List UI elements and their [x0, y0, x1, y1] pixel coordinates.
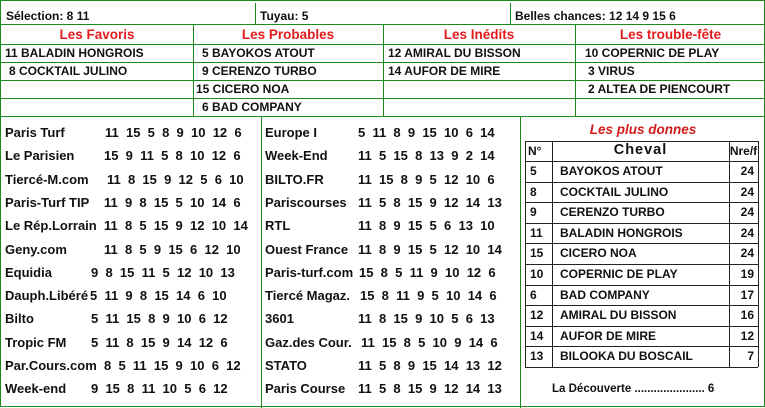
row-cheval: BAD COMPANY	[560, 288, 650, 302]
row-no: 13	[530, 349, 544, 363]
favori-item: 11 BALADIN HONGROIS	[5, 46, 144, 60]
table-gridline	[525, 285, 758, 286]
press-source-name: Paris-turf.com	[265, 265, 354, 280]
press-source-name: Week-End	[265, 148, 328, 163]
row-nre: 24	[740, 185, 754, 199]
table-gridline	[525, 223, 758, 224]
table-gridline	[525, 326, 758, 327]
table-gridline	[525, 367, 758, 368]
press-source-name: Pariscourses	[265, 195, 347, 210]
press-source-name: RTL	[265, 218, 291, 233]
press-source-name: Tiercé Magaz.	[265, 288, 351, 303]
press-source-picks: 11 8 9 15 5 12 10 14	[358, 242, 502, 257]
press-source-picks: 5 11 8 15 9 14 12 6	[91, 335, 228, 350]
row-cheval: COCKTAIL JULINO	[560, 185, 669, 199]
press-source-name: Paris Course	[265, 381, 346, 396]
trouble-fete-item: 3 VIRUS	[588, 64, 635, 78]
category-title-probables: Les Probables	[241, 27, 335, 42]
divider	[1, 44, 765, 45]
row-cheval: COPERNIC DE PLAY	[560, 267, 678, 281]
probable-item: 15 CICERO NOA	[196, 82, 290, 96]
table-gridline	[525, 346, 758, 347]
table-gridline	[525, 264, 758, 265]
press-source-picks: 11 8 9 15 5 6 13 10	[358, 218, 495, 233]
trouble-fete-item: 2 ALTEA DE PIENCOURT	[588, 82, 731, 96]
press-source-name: Gaz.des Cour.	[265, 335, 352, 350]
category-title-trouble-fete: Les trouble-fête	[619, 27, 722, 42]
column-header-nre: Nre/f	[729, 144, 758, 158]
row-nre: 24	[740, 205, 754, 219]
divider	[1, 80, 765, 81]
row-no: 11	[530, 226, 543, 240]
category-title-inedits: Les Inédits	[443, 27, 515, 42]
press-source-picks: 11 8 5 9 15 6 12 10	[104, 242, 241, 257]
press-source-name: Week-end	[5, 381, 67, 396]
probable-item: 6 BAD COMPANY	[202, 100, 302, 114]
divider	[1, 62, 765, 63]
table-gridline	[758, 141, 759, 367]
press-source-picks: 11 8 15 9 12 5 6 10	[107, 172, 244, 187]
row-no: 10	[530, 267, 544, 281]
press-source-name: Europe I	[265, 125, 318, 140]
row-cheval: BAYOKOS ATOUT	[560, 164, 663, 178]
press-source-picks: 11 15 8 5 10 9 14 6	[361, 335, 498, 350]
press-source-name: Dauph.Libéré	[5, 288, 89, 303]
press-source-picks: 11 15 8 9 5 12 10 6	[358, 172, 495, 187]
divider	[255, 3, 256, 24]
row-cheval: BALADIN HONGROIS	[560, 226, 683, 240]
press-source-name: Equidia	[5, 265, 52, 280]
probable-item: 5 BAYOKOS ATOUT	[202, 46, 315, 60]
press-source-picks: 15 9 11 5 8 10 12 6	[104, 148, 241, 163]
row-cheval: BILOOKA DU BOSCAIL	[560, 349, 693, 363]
selection-text: Sélection: 8 11	[6, 9, 90, 23]
table-gridline	[552, 141, 553, 367]
press-source-picks: 9 8 15 11 5 12 10 13	[91, 265, 235, 280]
press-source-picks: 5 11 8 9 15 10 6 14	[358, 125, 495, 140]
column-header-no: N°	[528, 144, 542, 158]
press-source-picks: 11 5 15 8 13 9 2 14	[358, 148, 495, 163]
divider	[1, 116, 765, 117]
divider	[1, 98, 765, 99]
row-no: 6	[530, 288, 537, 302]
row-nre: 24	[740, 226, 754, 240]
press-source-name: Tiercé-M.com	[5, 172, 89, 187]
table-gridline	[525, 243, 758, 244]
press-source-name: Ouest France	[265, 242, 349, 257]
press-source-picks: 11 5 8 15 9 12 14 13	[358, 381, 502, 396]
divider	[261, 116, 262, 408]
inedit-item: 14 AUFOR DE MIRE	[388, 64, 501, 78]
press-source-picks: 15 8 5 11 9 10 12 6	[359, 265, 496, 280]
press-source-name: Par.Cours.com	[5, 358, 97, 373]
press-source-picks: 11 15 5 8 9 10 12 6	[105, 125, 242, 140]
row-nre: 17	[740, 288, 754, 302]
press-source-name: Geny.com	[5, 242, 67, 257]
press-source-name: Bilto	[5, 311, 34, 326]
decouverte-text: La Découverte ...................... 6	[552, 383, 715, 395]
inedit-item: 12 AMIRAL DU BISSON	[388, 46, 521, 60]
press-source-picks: 5 11 9 8 15 14 6 10	[90, 288, 227, 303]
row-nre: 16	[740, 308, 754, 322]
row-no: 14	[530, 329, 544, 343]
row-nre: 12	[740, 329, 754, 343]
press-source-picks: 5 11 15 8 9 10 6 12	[91, 311, 228, 326]
trouble-fete-item: 10 COPERNIC DE PLAY	[585, 46, 720, 60]
row-no: 9	[530, 205, 537, 219]
press-source-name: 3601	[265, 311, 294, 326]
favori-item: 8 COCKTAIL JULINO	[9, 64, 128, 78]
row-no: 8	[530, 185, 537, 199]
press-source-name: Paris Turf	[5, 125, 65, 140]
row-nre: 24	[740, 164, 754, 178]
press-source-picks: 11 9 8 15 5 10 14 6	[104, 195, 241, 210]
column-header-cheval: Cheval	[613, 142, 668, 158]
press-source-name: STATO	[265, 358, 307, 373]
row-cheval: CERENZO TURBO	[560, 205, 665, 219]
press-source-picks: 11 8 15 9 10 5 6 13	[358, 311, 495, 326]
row-nre: 7	[747, 349, 754, 363]
press-source-name: Paris-Turf TIP	[5, 195, 90, 210]
row-cheval: AUFOR DE MIRE	[560, 329, 656, 343]
press-source-picks: 9 15 8 11 10 5 6 12	[91, 381, 228, 396]
press-source-picks: 11 8 5 15 9 12 10 14	[104, 218, 248, 233]
press-source-picks: 15 8 11 9 5 10 14 6	[360, 288, 497, 303]
table-gridline	[525, 202, 758, 203]
press-source-name: Le Rép.Lorrain	[5, 218, 97, 233]
press-source-picks: 11 5 8 15 9 12 14 13	[358, 195, 502, 210]
category-title-favoris: Les Favoris	[59, 27, 135, 42]
row-cheval: CICERO NOA	[560, 246, 637, 260]
row-nre: 24	[740, 246, 754, 260]
probable-item: 9 CERENZO TURBO	[202, 64, 317, 78]
row-no: 15	[530, 246, 544, 260]
table-gridline	[525, 141, 526, 367]
divider	[510, 3, 511, 24]
press-source-name: Le Parisien	[5, 148, 75, 163]
plus-donnes-title: Les plus donnes	[589, 122, 697, 137]
press-source-picks: 8 5 11 15 9 10 6 12	[104, 358, 241, 373]
row-cheval: AMIRAL DU BISSON	[560, 308, 677, 322]
tuyau-text: Tuyau: 5	[260, 9, 309, 23]
press-source-name: Tropic FM	[5, 335, 67, 350]
row-no: 12	[530, 308, 544, 322]
belles-chances-text: Belles chances: 12 14 9 15 6	[515, 9, 676, 23]
row-no: 5	[530, 164, 537, 178]
row-nre: 19	[740, 267, 754, 281]
table-gridline	[525, 305, 758, 306]
press-source-picks: 11 5 8 9 15 14 13 12	[358, 358, 502, 373]
table-gridline	[525, 182, 758, 183]
press-source-name: BILTO.FR	[265, 172, 324, 187]
table-gridline	[525, 161, 758, 162]
divider	[520, 116, 521, 408]
